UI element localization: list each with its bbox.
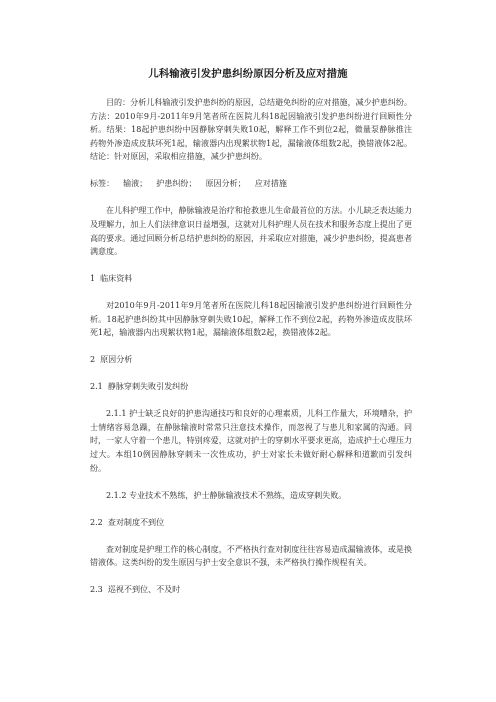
section-number: 2.1 <box>90 382 103 392</box>
keyword-item: 护患纠纷； <box>156 179 197 189</box>
section-number: 2.2 <box>90 517 103 527</box>
section-title: 原因分析 <box>100 355 133 365</box>
abstract-paragraph: 目的：分析儿科输液引发护患纠纷的原因，总结避免纠纷的应对措施，减少护患纠纷。方法：2010年9月-2011年9月笔者所在医院儿科18起因输液引发护患纠纷进行回顾性分析。结果：18起护患纠纷中因静脉穿刺失败10起，解释工作不到位2起，微量泵静脉推注药物外渗造成皮肤坏死1起，输液器内出现絮状物1起，漏输液体组数2起，换错液体2起。结论：针对原因，采取相应措施，减少护患纠纷。 <box>90 98 412 162</box>
subsection-heading <box>90 583 412 597</box>
keyword-item: 应对措施 <box>254 179 287 189</box>
subsection-heading <box>90 380 412 394</box>
section-heading <box>90 353 412 367</box>
keywords-line <box>90 177 412 191</box>
document-body <box>90 96 412 610</box>
intro-paragraph: 在儿科护理工作中，静脉输液是治疗和抢救患儿生命最首位的方法。小儿缺乏表达能力及理解力，加上人们法律意识日益增强，这就对儿科护理人员在技术和服务态度上提出了更高的要求。通过回顾分析总结护患纠纷的原因，并采取应对措施，减少护患纠纷，提高患者满意度。 <box>90 206 412 257</box>
section-paragraph: 查对制度是护理工作的核心制度，不严格执行查对制度往往容易造成漏输液体，或是换错液体。这类纠纷的发生原因与护士安全意识不强，未严格执行操作规程有关。 <box>90 544 412 568</box>
subsection-heading <box>90 516 412 530</box>
section-paragraph: 对2010年9月-2011年9月笔者所在医院儿科18起因输液引发护患纠纷进行回顾性分析。18起护患纠纷其中因静脉穿刺失败10起，解释工作不到位2起，药物外渗造成皮肤坏死1起，输液器内出现絮状物1起，漏输液体组数2起，换错液体2起。 <box>90 301 412 338</box>
section-number: 1 <box>90 274 96 284</box>
section-title: 静脉穿刺失败引发纠纷 <box>107 382 189 392</box>
keyword-item: 输液； <box>123 179 148 189</box>
page-title: 儿科输液引发护患纠纷原因分析及应对措施 <box>148 68 348 80</box>
section-number: 2 <box>90 355 96 365</box>
section-title: 临床资料 <box>100 274 133 284</box>
section-title: 巡视不到位、不及时 <box>107 585 181 595</box>
section-heading <box>90 272 412 286</box>
section-title: 查对制度不到位 <box>107 517 165 527</box>
keywords-label: 标签： <box>90 179 115 189</box>
section-paragraph: 2.1.2 专业技术不熟练，护士静脉输液技术不熟练，造成穿刺失败。 <box>106 490 347 500</box>
section-paragraph: 2.1.1 护士缺乏良好的护患沟通技巧和良好的心理素质，儿科工作量大，环境嘈杂，护士情绪容易急躁，在静脉输液时常常只注意技术操作，而忽视了与患儿和家属的沟通。同时，一家人守着一个患儿，特别疼爱，这就对护士的穿刺水平要求更高，造成护士心理压力过大。本组10例因静脉穿刺未一次性成功，护士对家长未做好耐心解释和道歉而引发纠纷。 <box>90 409 412 473</box>
section-number: 2.3 <box>90 585 103 595</box>
keyword-item: 原因分析； <box>205 179 246 189</box>
